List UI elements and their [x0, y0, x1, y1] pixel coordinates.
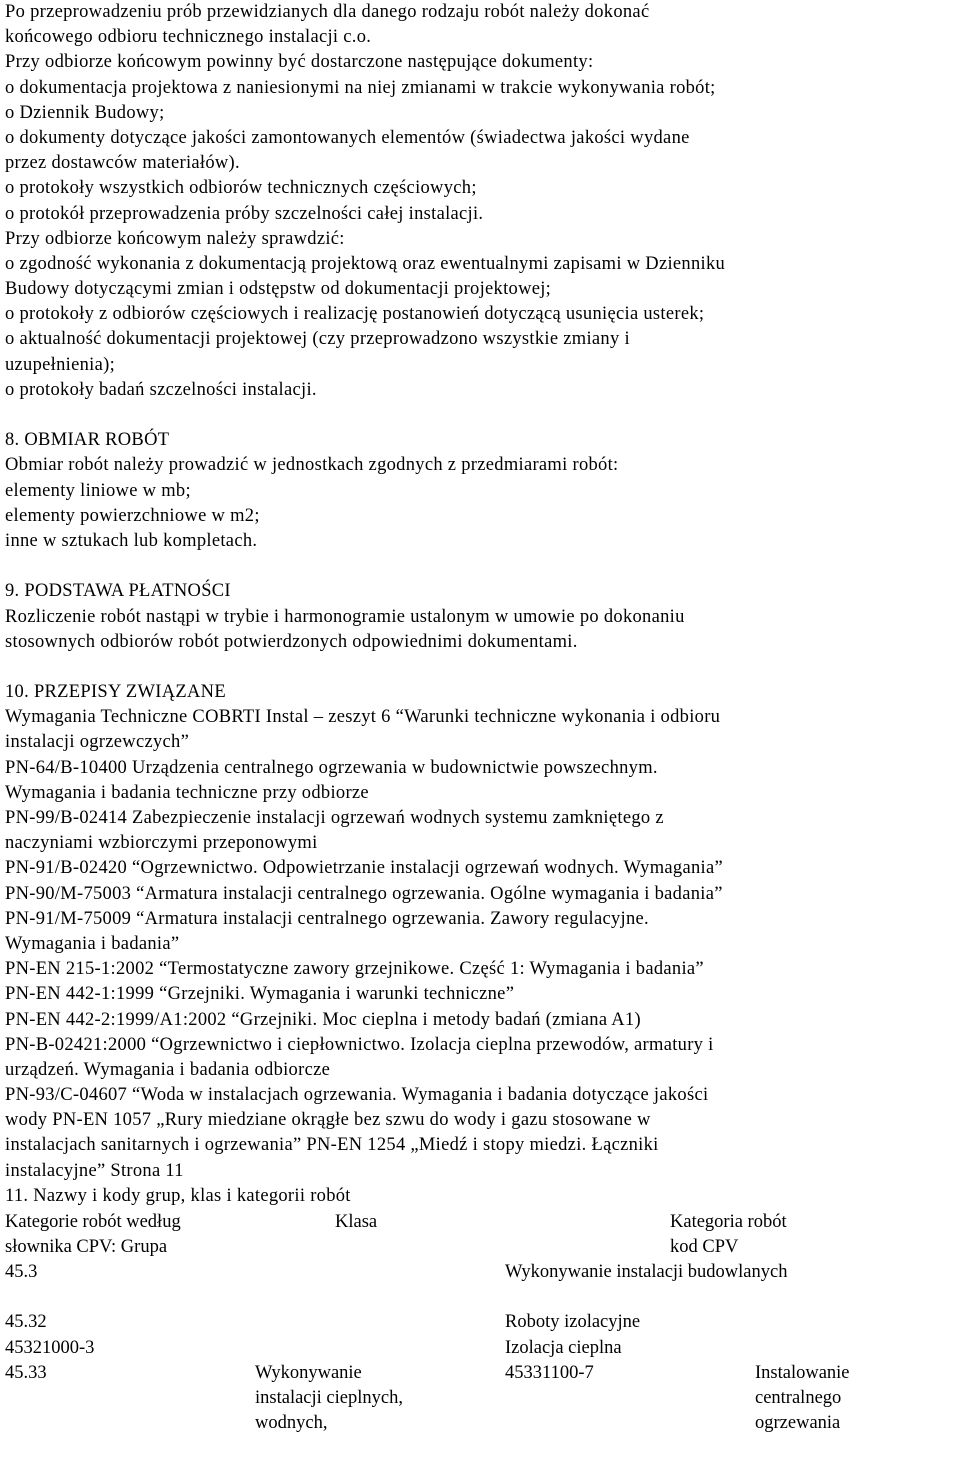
text-line: elementy liniowe w mb; [5, 480, 191, 501]
text-line: o protokół przeprowadzenia próby szczelności całej instalacji. [5, 203, 484, 224]
table-row [5, 1361, 955, 1386]
text-line: 10. PRZEPISY ZWIĄZANE [5, 682, 226, 703]
text-line: PN-90/M-75003 “Armatura instalacji centralnego ogrzewania. Ogólne wymagania i badania” [5, 883, 723, 904]
table-cell: wodnych, [255, 1413, 328, 1434]
table-row [5, 1386, 955, 1411]
table-cell: Instalowanie [755, 1362, 850, 1383]
text-line: o dokumentacja projektowa z naniesionymi na niej zmianami w trakcie wykonywania robót; [5, 77, 716, 98]
table-row [5, 1336, 955, 1361]
text-line: PN-91/M-75009 “Armatura instalacji centralnego ogrzewania. Zawory regulacyjne. [5, 908, 649, 929]
text-line: Obmiar robót należy prowadzić w jednostkach zgodnych z przedmiarami robót: [5, 455, 619, 476]
document-body [5, 0, 955, 1209]
text-line: PN-91/B-02420 “Ogrzewnictwo. Odpowietrzanie instalacji ogrzewań wodnych. Wymagania” [5, 858, 724, 879]
text-line: instalacji ogrzewczych” [5, 732, 190, 753]
table-cell: Wykonywanie instalacji budowlanych [505, 1261, 788, 1282]
table-cell: centralnego [755, 1387, 842, 1408]
blank-line [5, 655, 955, 680]
table-cell: instalacji cieplnych, [255, 1387, 403, 1408]
table-cell: Kategorie robót według [5, 1211, 181, 1232]
text-line: Budowy dotyczącymi zmian i odstępstw od dokumentacji projektowej; [5, 279, 552, 300]
text-line: Wymagania Techniczne COBRTI Instal – zeszyt 6 “Warunki techniczne wykonania i odbioru [5, 707, 721, 728]
table-cell: Klasa [335, 1211, 378, 1232]
text-line: naczyniami wzbiorczymi przeponowymi [5, 833, 318, 854]
text-line: instalacjach sanitarnych i ogrzewania” PN-EN 1254 „Miedź i stopy miedzi. Łączniki [5, 1135, 659, 1156]
text-line: o protokoły badań szczelności instalacji. [5, 379, 317, 400]
text-line: PN-99/B-02414 Zabezpieczenie instalacji ogrzewań wodnych systemu zamkniętego z [5, 808, 664, 828]
table-cell: Kategoria robót [670, 1211, 787, 1232]
text-line: PN-64/B-10400 Urządzenia centralnego ogrzewania w budownictwie powszechnym. [5, 757, 658, 778]
text-line: PN-93/C-04607 “Woda w instalacjach ogrzewania. Wymagania i badania dotyczące jakości [5, 1085, 709, 1106]
table-row [5, 1210, 955, 1235]
text-line: instalacyjne” Strona 11 [5, 1160, 184, 1181]
table-cell: słownika CPV: Grupa [5, 1236, 168, 1257]
table-cell: ogrzewania [755, 1413, 841, 1434]
text-line: Po przeprowadzeniu prób przewidzianych dla danego rodzaju robót należy dokonać [5, 2, 650, 22]
text-line: inne w sztukach lub kompletach. [5, 530, 258, 551]
text-line: PN-EN 215-1:2002 “Termostatyczne zawory grzejnikowe. Część 1: Wymagania i badania” [5, 959, 704, 980]
text-line: przez dostawców materiałów). [5, 153, 240, 174]
table-row [5, 1260, 955, 1285]
table-cell: Roboty izolacyjne [505, 1312, 641, 1333]
text-line: PN-EN 442-1:1999 “Grzejniki. Wymagania i warunki techniczne” [5, 984, 515, 1005]
text-line: Wymagania i badania techniczne przy odbiorze [5, 782, 369, 803]
text-line: końcowego odbioru technicznego instalacji c.o. [5, 27, 372, 48]
table-row [5, 1310, 955, 1335]
text-line: o Dziennik Budowy; [5, 102, 165, 123]
table-row [5, 1235, 955, 1260]
blank-line [5, 554, 955, 579]
text-line: Rozliczenie robót nastąpi w trybie i harmonogramie ustalonym w umowie po dokonaniu [5, 606, 685, 627]
text-line: o aktualność dokumentacji projektowej (czy przeprowadzono wszystkie zmiany i [5, 329, 630, 350]
table-row [5, 1285, 955, 1310]
table-cell: kod CPV [670, 1236, 739, 1257]
text-line: PN-B-02421:2000 “Ogrzewnictwo i ciepłownictwo. Izolacja cieplna przewodów, armatury i [5, 1034, 714, 1055]
text-line: o protokoły wszystkich odbiorów technicznych częściowych; [5, 178, 477, 199]
text-line: 8. OBMIAR ROBÓT [5, 430, 170, 451]
text-line: stosownych odbiorów robót potwierdzonych odpowiednimi dokumentami. [5, 631, 578, 652]
text-line: o zgodność wykonania z dokumentacją projektową oraz ewentualnymi zapisami w Dzienniku [5, 253, 726, 274]
table-cell: Izolacja cieplna [505, 1337, 622, 1358]
text-line: wody PN-EN 1057 „Rury miedziane okrągłe bez szwu do wody i gazu stosowane w [5, 1110, 651, 1131]
text-line: Przy odbiorze końcowym powinny być dostarczone następujące dokumenty: [5, 52, 594, 73]
table-cell: Wykonywanie [255, 1362, 362, 1383]
table-cell: 45321000-3 [5, 1337, 95, 1358]
table-cell: 45.3 [5, 1261, 38, 1282]
text-line: 9. PODSTAWA PŁATNOŚCI [5, 581, 231, 602]
text-line: Wymagania i badania” [5, 933, 180, 954]
text-line: uzupełnienia); [5, 354, 116, 375]
text-line: elementy powierzchniowe w m2; [5, 505, 260, 526]
table-cell: 45331100-7 [505, 1362, 594, 1383]
text-line: o protokoły z odbiorów częściowych i realizację postanowień dotyczącą usunięcia usterek; [5, 304, 705, 325]
text-line: Przy odbiorze końcowym należy sprawdzić: [5, 228, 345, 249]
table-cell: 45.32 [5, 1312, 47, 1333]
blank-line [5, 403, 955, 428]
text-line: 11. Nazwy i kody grup, klas i kategorii robót [5, 1185, 351, 1206]
table-cell: 45.33 [5, 1362, 47, 1383]
text-line: urządzeń. Wymagania i badania odbiorcze [5, 1059, 331, 1080]
table-row [5, 1411, 955, 1436]
text-line: PN-EN 442-2:1999/A1:2002 “Grzejniki. Moc cieplna i metody badań (zmiana A1) [5, 1009, 641, 1030]
text-line: o dokumenty dotyczące jakości zamontowanych elementów (świadectwa jakości wydane [5, 127, 690, 148]
cpv-table [5, 1210, 955, 1437]
